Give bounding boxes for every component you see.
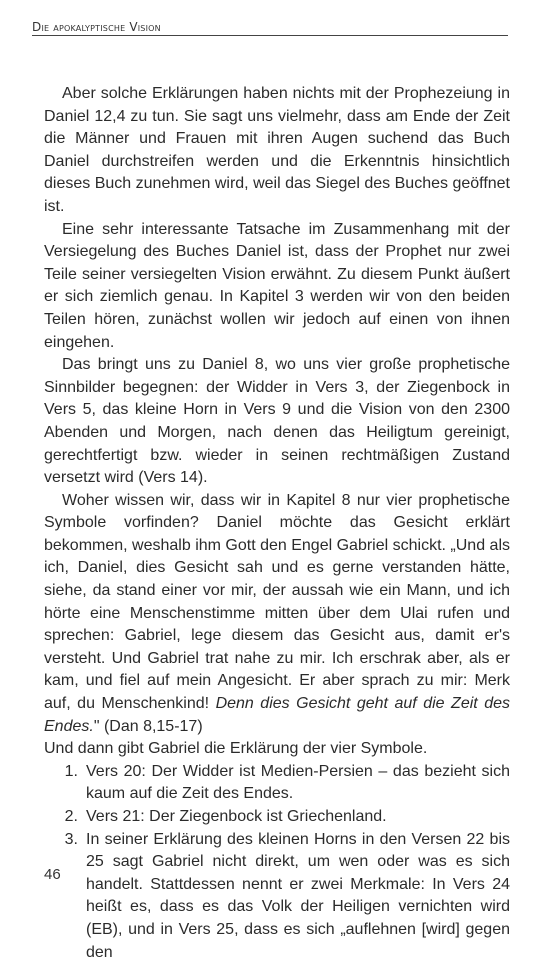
paragraph-4-citation: " (Dan 8,15-17) [93,717,203,735]
paragraph-4-italic-quote: Denn dies Gesicht geht auf die Zeit des Endes. [44,695,510,735]
list-item-text: Vers 20: Der Widder ist Medien-Persien – das bezieht sich kaum auf die Zeit des Endes. [86,762,510,803]
list-item-number: 3. [64,830,78,848]
list-item-text: In seiner Erklärung des kleinen Horns in den Versen 22 bis 25 sagt Gabriel nicht direkt, um wen oder was es sich handelt. Stattdessen nennt er zwei Merkmale: In Vers 24 heißt es, dass es das Volk der Heiligen vernichten wird (EB), und in Vers 25, dass es sich „auflehnen [wird] gegen den [86,830,510,961]
page-number: 46 [44,866,61,883]
paragraph-2: Eine sehr interessante Tatsache im Zusammenhang mit der Versiegelung des Buches Daniel ist, dass der Prophet nur zwei Teile seiner versiegelten Vision erwähnt. Zu diesem Punkt äußert er sich ziemlich genau. In Kapitel 3 werden wir von den beiden Teilen hören, zunächst wollen wir jedoch auf einen von ihnen eingehen. [44,220,510,351]
body-text [44,83,510,964]
symbol-list [44,761,510,964]
list-item [44,806,510,829]
paragraph-4-text: Woher wissen wir, dass wir in Kapitel 8 nur vier prophetische Symbole vorfinden? Daniel möchte das Gesicht erklärt bekommen, weshalb ihm Gott den Engel Gabriel schickt. „Und als ich, Daniel, dies Gesicht sah und es gerne verstanden hätte, siehe, da stand einer vor mir, der aussah wie ein Mann, und ich hörte eine Menschenstimme mitten über dem Ulai rufen und sprechen: Gabriel, lege diesem das Gesicht aus, damit er's versteht. Und Gabriel trat nahe zu mir. Ich erschrak aber, als er kam, und fiel auf mein Angesicht. Er aber sprach zu mir: Merk auf, du Menschenkind! [44,491,510,713]
list-item [44,829,510,964]
list-intro: Und dann gibt Gabriel die Erklärung der vier Symbole. [44,740,428,758]
list-item-number: 2. [64,808,78,825]
list-item [44,761,510,806]
paragraph-4 [44,490,510,739]
paragraph-1: Aber solche Erklärungen haben nichts mit der Prophezeiung in Daniel 12,4 zu tun. Sie sagt uns vielmehr, dass am Ende der Zeit die Männer und Frauen mit ihren Augen suchend das Buch Daniel durchstreifen werden und die Erkenntnis hinsichtlich dieses Buch zunehmen wird, weil das Siegel des Buches geöffnet ist. [44,85,510,215]
list-item-text: Vers 21: Der Ziegenbock ist Griechenland. [86,808,387,825]
list-item-number: 1. [64,762,78,780]
running-header-title: Die apokalyptische Vision [32,20,161,34]
paragraph-3: Das bringt uns zu Daniel 8, wo uns vier große prophetische Sinnbilder begegnen: der Widder in Vers 3, der Ziegenbock in Vers 5, das kleine Horn in Vers 9 und die Vision von den 2300 Abenden und Morgen, nach denen das Heiligtum gereinigt, gerechtfertigt bzw. wieder in seinen rechtmäßigen Zustand versetzt wird (Vers 14). [44,356,510,487]
running-header [32,20,508,36]
